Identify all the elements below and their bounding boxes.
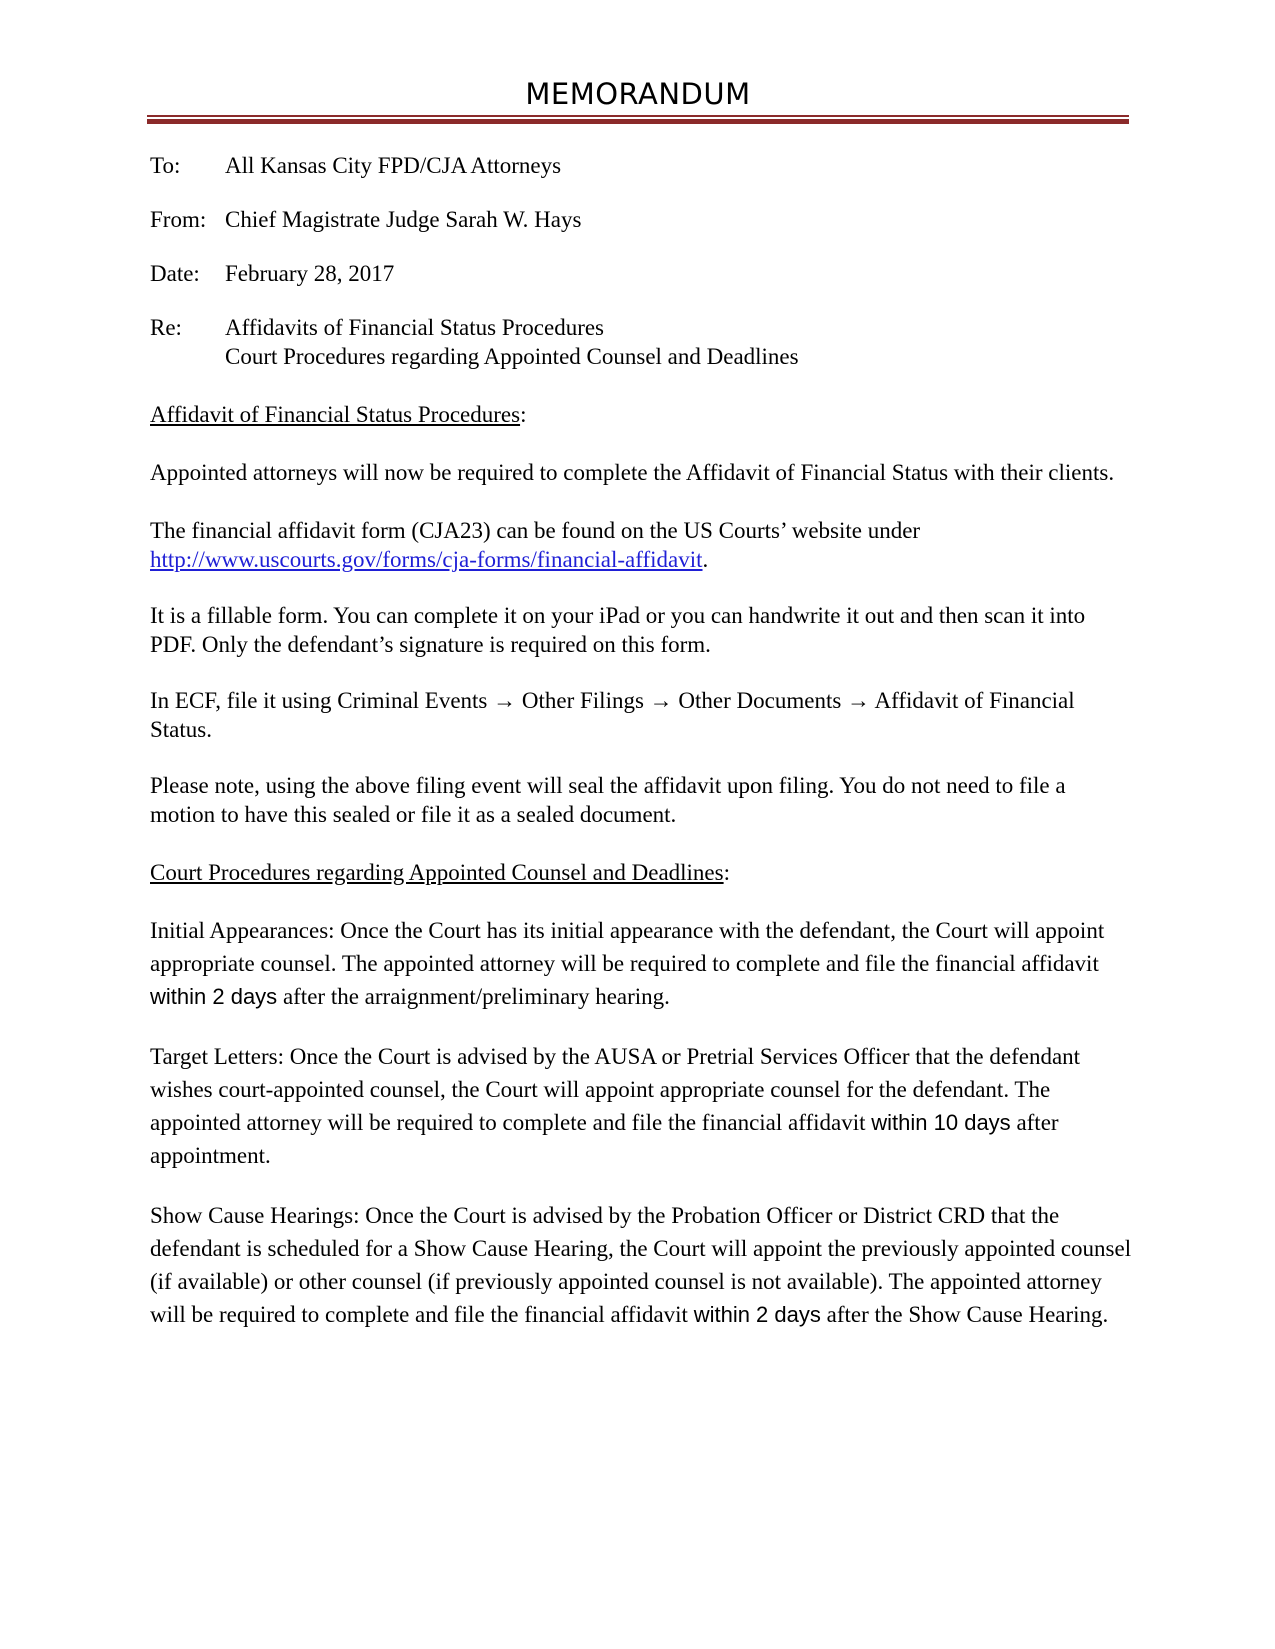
from-value: Chief Magistrate Judge Sarah W. Hays <box>225 207 582 232</box>
form-location-text: The financial affidavit form (CJA23) can be found on the US Courts’ website under <box>150 518 921 543</box>
to-value: All Kansas City FPD/CJA Attorneys <box>225 153 562 178</box>
memo-body <box>150 151 1135 1358</box>
memo-title: MEMORANDUM <box>525 77 751 111</box>
show-cause-deadline: within 2 days <box>693 1302 821 1327</box>
section-heading-affidavit-colon: : <box>520 402 527 427</box>
paragraph-sealing-note: Please note, using the above filing event will seal the affidavit upon filing. You do not need to file a motion to have this sealed or file it as a sealed document. <box>150 773 1066 827</box>
section-heading-court-procedures-colon: : <box>723 860 730 885</box>
paragraph-fillable-form: It is a fillable form. You can complete it on your iPad or you can handwrite it out and then scan it into PDF. Only the defendant’s signature is required on this form. <box>150 603 1086 657</box>
date-row <box>150 259 1135 288</box>
date-label: Date: <box>150 261 200 286</box>
section-heading-court-procedures-text: Court Procedures regarding Appointed Counsel and Deadlines <box>150 860 724 885</box>
title-rule-thin-line <box>147 115 1129 117</box>
paragraph-requirement: Appointed attorneys will now be required to complete the Affidavit of Financial Status with their clients. <box>150 460 1115 485</box>
initial-appearances-deadline: within 2 days <box>150 984 278 1009</box>
target-letters-text: Target Letters: Once the Court is advised by the AUSA or Pretrial Services Officer that the defendant wishes court-appointed counsel, the Court will appoint appropriate counsel for the defendant. The appointed attorney will be required to complete and file the financial affidavit <box>150 1044 1081 1135</box>
re-line-1: Affidavits of Financial Status Procedures <box>225 315 605 340</box>
title-rule-thick-line <box>147 119 1129 124</box>
target-letters-deadline: within 10 days <box>871 1110 1011 1135</box>
re-label: Re: <box>150 315 182 340</box>
paragraph-initial-appearances <box>150 914 1135 1013</box>
show-cause-end: after the Show Cause Hearing. <box>820 1302 1109 1327</box>
section-heading-affidavit <box>150 400 1135 429</box>
from-row <box>150 205 1135 234</box>
to-label: To: <box>150 153 181 178</box>
initial-appearances-end: after the arraignment/preliminary hearing. <box>277 984 670 1009</box>
paragraph-form-location <box>150 516 1135 574</box>
paragraph-ecf-filing: In ECF, file it using Criminal Events → Other Filings → Other Documents → Affidavit of Financial Status. <box>150 688 1075 742</box>
form-location-period: . <box>702 547 709 572</box>
section-heading-court-procedures <box>150 858 1135 887</box>
re-value <box>225 313 1135 371</box>
financial-affidavit-link[interactable]: http://www.uscourts.gov/forms/cja-forms/financial-affidavit <box>150 547 703 572</box>
date-value: February 28, 2017 <box>225 261 395 286</box>
to-row <box>150 151 1135 180</box>
paragraph-target-letters <box>150 1040 1135 1172</box>
re-line-2: Court Procedures regarding Appointed Counsel and Deadlines <box>225 344 799 369</box>
re-row <box>150 313 1135 371</box>
paragraph-show-cause-hearings <box>150 1199 1135 1331</box>
from-label: From: <box>150 207 207 232</box>
show-cause-text: Show Cause Hearings: Once the Court is advised by the Probation Officer or District CRD that the defendant is scheduled for a Show Cause Hearing, the Court will appoint the previously appointed counsel (if available) or other counsel (if previously appointed counsel is not available). The appointed attorney will be required to complete and file the financial affidavit <box>150 1203 1132 1327</box>
section-heading-affidavit-text: Affidavit of Financial Status Procedures <box>150 402 521 427</box>
initial-appearances-text: Initial Appearances: Once the Court has its initial appearance with the defendant, the Court will appoint appropriate counsel. The appointed attorney will be required to complete and file the financial affidavit <box>150 918 1105 976</box>
target-letters-end: after appointment. <box>150 1110 1059 1168</box>
